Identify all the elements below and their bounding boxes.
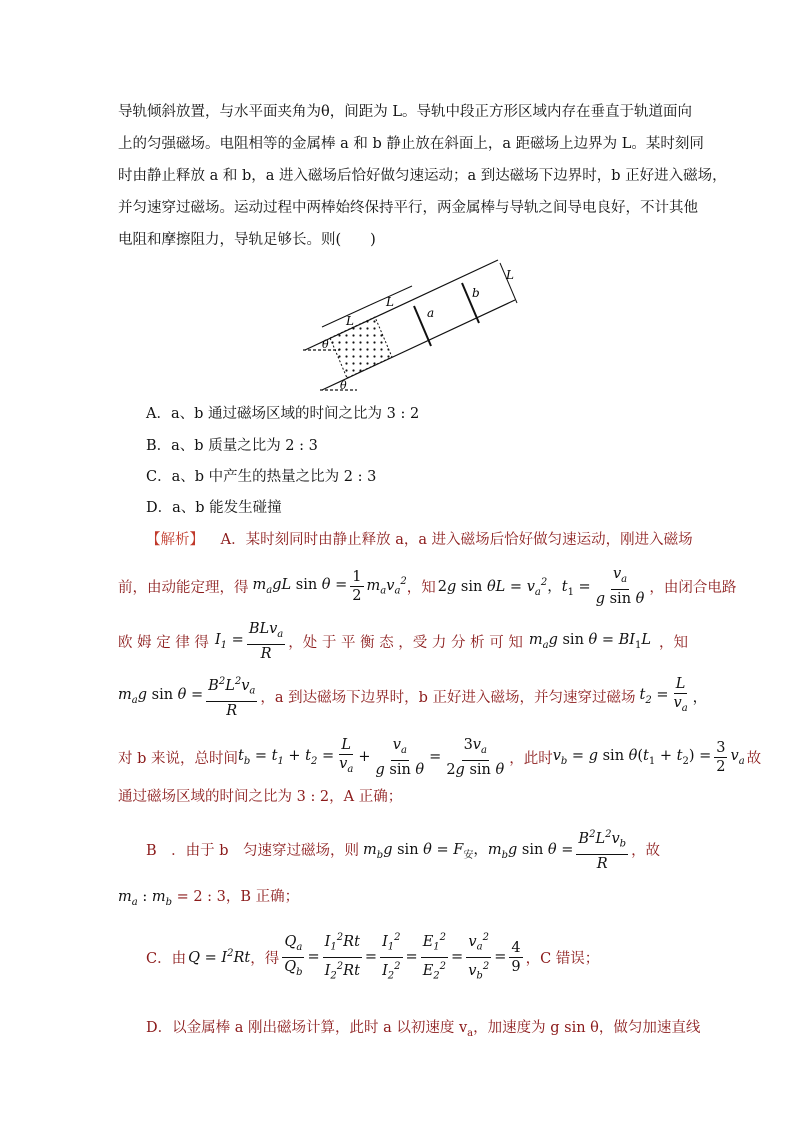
analysis-line-2 [118, 565, 736, 608]
analysis-l9-mid: ，得 [250, 950, 280, 967]
equation-t2: $t_2$ = [639, 686, 669, 706]
label-theta-2: θ [340, 379, 347, 392]
analysis-line-1 [146, 530, 693, 550]
fraction-e-ratio: $\frac{E_1^2}{E_2^2}$ [421, 929, 448, 985]
analysis-line-5: 对 b 来说，总时间 $t_b = t_1 + t_2$ = $\frac{L}{v_a}$ + $\frac{v_a}{\text{g sin θ}}$ = $\frac{3v_a}{\text{2g sin θ}}$ ，此时 $v_b = g$ $\sin \theta(t_1 + t_2)$ = $\frac{3}{2}$ $v_a$ 故 [118, 737, 762, 778]
analysis-line-8: $m_a$ : $m_b = 2$ : 3，B 正确； [118, 889, 300, 908]
analysis-line-4: $m_ag$ sin θ = $\frac{B^2L^2v_a}{R}$ ，a 到达磁场下边界时，b 正好进入磁场，并匀速穿过磁场 $t_2$ = $\frac{L}{v_a}$ ， [118, 673, 707, 720]
analysis-l9-post: ，C 错误； [525, 950, 600, 967]
fraction-force: $\frac{B^2L^2v_a}{R}$ [206, 673, 257, 720]
problem-line-1: 导轨倾斜放置，与水平面夹角为θ，间距为 L。导轨中段正方形区域内存在垂直于轨道面向 [118, 104, 692, 120]
fraction-l-va: $\frac{L}{v_a}$ [339, 737, 354, 775]
fraction-t1: $\frac{v_a}{\text{g sin θ}}$ [595, 566, 645, 607]
analysis-l2-post: ，由闭合电路 [649, 579, 737, 596]
magnetic-field-region [330, 317, 392, 378]
fraction-v-ratio: $\frac{v_a^2}{v_b^2}$ [466, 929, 491, 985]
analysis-l5-mid: ，此时 [509, 750, 553, 767]
equation-q: $Q = I^2Rt$ [188, 948, 251, 967]
analysis-l5-post: 故 [746, 750, 762, 767]
analysis-l5-pre: 对 b 来说，总时间 [118, 750, 238, 767]
analysis-l9-pre: C．由 [146, 950, 187, 967]
fraction-four-ninths: $\frac{4}{9}$ [511, 939, 521, 975]
analysis-line-7 [146, 826, 660, 873]
fraction-va-g: $\frac{v_a}{\text{g sin θ}}$ [375, 737, 425, 778]
fraction-i1rt: $\frac{I_1^2Rt}{I_2^2Rt}$ [323, 929, 362, 985]
analysis-l2-mid: ，知 [406, 579, 436, 596]
equation-ke: $m_av_a^2$ [366, 576, 407, 597]
analysis-l7-post: ，故 [631, 842, 661, 859]
analysis-l2-pre: 前，由动能定理，得 [118, 579, 249, 596]
fraction-i1: $\frac{BLv_a}{R}$ [248, 621, 284, 662]
analysis-l3-post: ，知 [659, 634, 689, 651]
fraction-three-halves: $\frac{3}{2}$ [716, 739, 726, 775]
label-a: a [427, 306, 435, 320]
problem-line-3: 时由静止释放 a 和 b，a 进入磁场后恰好做匀速运动；a 到达磁场下边界时，b 正好进入磁场， [118, 168, 727, 184]
label-theta-1: θ [322, 338, 329, 351]
equation-vb: $v_b = g$ $\sin \theta(t_1 + t_2)$ = [552, 748, 712, 767]
analysis-tag: 【解析】 [146, 532, 204, 548]
problem-line-4: 并匀速穿过磁场。运动过程中两棒始终保持平行，两金属棒与导轨之间导电良好，不计其他 [118, 200, 698, 216]
problem-line-5: 电阻和摩擦阻力，导轨足够长。则( ) [118, 232, 376, 248]
analysis-line-6: 通过磁场区域的时间之比为 3 : 2，A 正确； [118, 789, 403, 805]
equation-v2: 2g $\sin \theta L = v_a^2$，$t_1$ = [437, 577, 591, 598]
rail-figure [0, 255, 794, 395]
equation-energy: $m_agL$ sin θ = [252, 577, 348, 596]
label-L2: L [386, 295, 394, 309]
problem-line-2: 上的匀强磁场。电阻相等的金属棒 a 和 b 静止放在斜面上，a 距磁场上边界为 L。某时刻同 [118, 136, 704, 152]
analysis-l7-pre: B ．由于 b 匀速穿过磁场，则 [146, 842, 360, 859]
equation-fb: $m_bg$ $\sin \theta = F_安$，$m_bg$ sin θ = [363, 841, 574, 861]
fraction-t2: $\frac{L}{v_a}$ [673, 675, 688, 714]
equation-balance: $m_ag$ $\sin \theta = BI_1L$ [528, 632, 652, 651]
fraction-fb: $\frac{B^2L^2v_b}{R}$ [576, 826, 628, 873]
equation-force: $m_ag$ sin θ = [118, 686, 204, 706]
analysis-l10-rest: ，加速度为 g sin θ，做匀加速直线 [473, 1020, 701, 1036]
equation-i1: $I_1$ = [214, 632, 244, 651]
analysis-line-3 [118, 620, 688, 663]
analysis-l3-pre: 欧 姆 定 律 得 [118, 634, 209, 651]
label-L3: L [506, 268, 514, 282]
option-d[interactable]: D．a、b 能发生碰撞 [146, 500, 282, 516]
label-L1: L [346, 314, 354, 328]
analysis-line-9: C．由 $Q = I^2Rt$ ，得 $\frac{Q_a}{Q_b}$ = $\frac{I_1^2Rt}{I_2^2Rt}$ = $\frac{I_1^2}{I_2^2}$ = $\frac{E_1^2}{E_2^2}$ = $\frac{v_a^2}{v_b^2}$ = $\frac{4}{9}$ ，C 错误； [146, 929, 599, 985]
option-b[interactable]: B．a、b 质量之比为 2 : 3 [146, 438, 318, 454]
analysis-text-1: A．某时刻同时由静止释放 a，a 进入磁场后恰好做匀速运动，刚进入磁场 [220, 532, 693, 548]
option-c[interactable]: C．a、b 中产生的热量之比为 2 : 3 [146, 469, 377, 485]
label-b: b [472, 286, 480, 300]
analysis-l4-mid: ，a 到达磁场下边界时，b 正好进入磁场，并匀速穿过磁场 [260, 689, 636, 706]
analysis-l8-rest: = 2 : 3，B 正确； [171, 889, 300, 905]
option-a[interactable]: A．a、b 通过磁场区域的时间之比为 3 : 2 [146, 406, 420, 422]
analysis-line-10: D．以金属棒 a 刚出磁场计算，此时 a 以初速度 $v_a$，加速度为 g sin θ，做匀加速直线 [146, 1020, 701, 1039]
fraction-i-ratio: $\frac{I_1^2}{I_2^2}$ [380, 929, 402, 985]
analysis-l3-mid: ，处 于 平 衡 态 ，受 力 分 析 可 知 [288, 634, 523, 651]
analysis-l10: D．以金属棒 a 刚出磁场计算，此时 a 以初速度 v [146, 1020, 468, 1036]
equation-tb: $t_b = t_1 + t_2$ = [238, 748, 335, 767]
fraction-half: $\frac{1}{2}$ [352, 568, 362, 604]
fraction-3va: $\frac{3v_a}{\text{2g sin θ}}$ [446, 737, 505, 778]
fraction-qa-qb: $\frac{Q_a}{Q_b}$ [284, 933, 303, 978]
